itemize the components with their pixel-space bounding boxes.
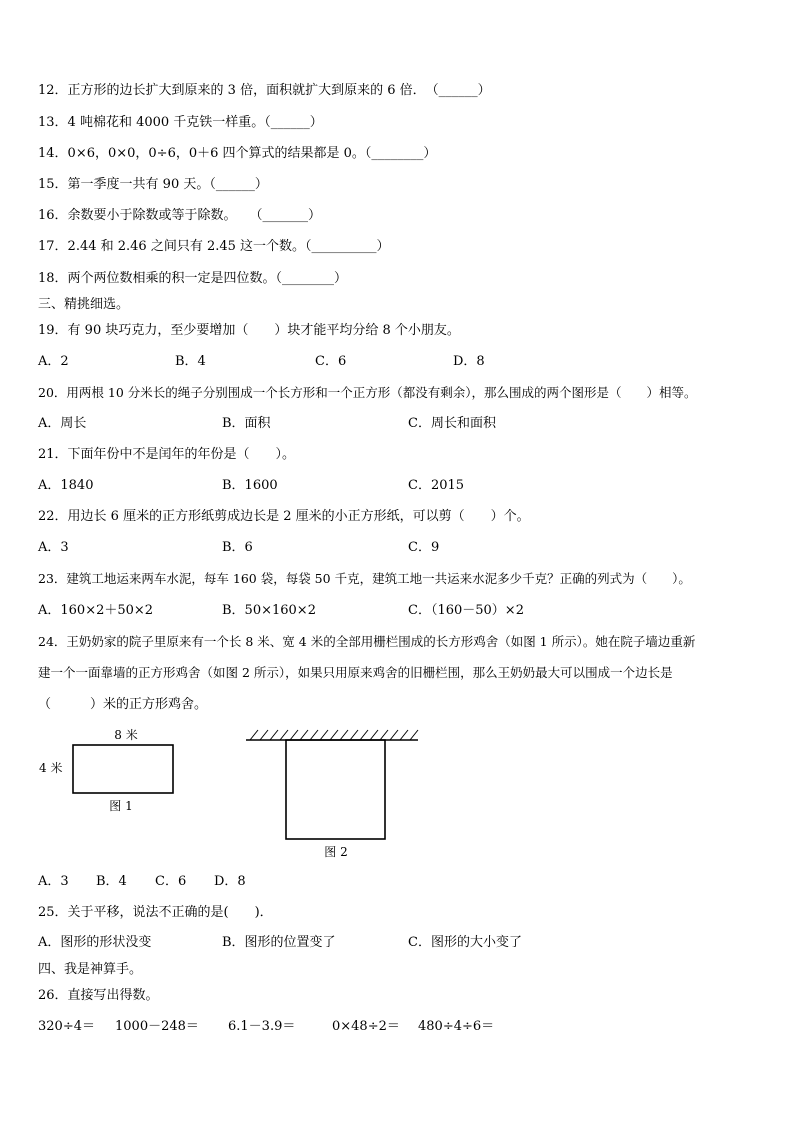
figure-2-square [286, 740, 385, 839]
q25-option-a: A．图形的形状没变 [38, 935, 152, 950]
q21-option-b: B．1600 [222, 478, 278, 493]
question-22: 22．用边长 6 厘米的正方形纸剪成边长是 2 厘米的小正方形纸，可以剪（ ）个。 [38, 509, 530, 524]
q23-option-c: C．（160－50）×2 [408, 603, 524, 618]
q19-option-b: B．4 [175, 354, 206, 369]
figure-1 [36, 726, 186, 818]
q24-option-c: C．6 [155, 874, 187, 889]
question-16: 16．余数要小于除数或等于除数。 （_______） [38, 208, 322, 223]
question-24-line-1: 24．王奶奶家的院子里原来有一个长 8 米、宽 4 米的全部用栅栏围成的长方形鸡舍（如图 1 所示）。她在院子墙边重新 [38, 634, 696, 649]
q26-item-3: 6.1－3.9＝ [228, 1019, 296, 1034]
figure-1-caption: 图 1 [109, 799, 133, 813]
q20-option-b: B．面积 [222, 416, 271, 431]
question-12: 12．正方形的边长扩大到原来的 3 倍，面积就扩大到原来的 6 倍． （______） [38, 83, 491, 98]
q26-item-1: 320÷4＝ [38, 1019, 95, 1034]
figure-1-left-label: 4 米 [39, 761, 63, 775]
q23-option-a: A．160×2＋50×2 [38, 603, 154, 618]
question-18: 18．两个两位数相乘的积一定是四位数。（________） [38, 271, 348, 286]
q24-option-a: A．3 [38, 874, 69, 889]
question-15: 15．第一季度一共有 90 天。（______） [38, 177, 268, 192]
q24-option-d: D．8 [214, 874, 246, 889]
question-26: 26．直接写出得数。 [38, 988, 159, 1003]
question-24-line-2: 建一个一面靠墙的正方形鸡舍（如图 2 所示），如果只用原来鸡舍的旧栅栏围，那么王奶奶最大可以围成一个边长是 [38, 665, 673, 680]
figure-1-rectangle [73, 745, 173, 793]
q22-option-c: C．9 [408, 540, 440, 555]
question-13: 13．4 吨棉花和 4000 千克铁一样重。（______） [38, 115, 323, 130]
figure-2-caption: 图 2 [324, 845, 348, 859]
q20-option-a: A．周长 [38, 416, 87, 431]
question-14: 14．0×6，0×0，0÷6，0＋6 四个算式的结果都是 0。（________） [38, 146, 437, 161]
figure-2-wall-hatching [250, 730, 418, 740]
question-19: 19．有 90 块巧克力，至少要增加（ ）块才能平均分给 8 个小朋友。 [38, 323, 460, 338]
question-23: 23．建筑工地运来两车水泥，每车 160 袋，每袋 50 千克，建筑工地一共运来水泥多少千克？正确的列式为（ ）。 [38, 571, 691, 586]
q19-option-a: A．2 [38, 354, 69, 369]
question-25: 25．关于平移，说法不正确的是( )． [38, 905, 273, 920]
question-24-line-3: （ ）米的正方形鸡舍。 [38, 697, 208, 712]
question-17: 17．2.44 和 2.46 之间只有 2.45 这一个数。（__________） [38, 239, 390, 254]
q19-option-d: D．8 [453, 354, 485, 369]
q26-item-2: 1000－248＝ [115, 1019, 199, 1034]
figure-2 [246, 726, 426, 862]
question-20: 20．用两根 10 分米长的绳子分别围成一个长方形和一个正方形（都没有剩余），那么围成的两个图形是（ ）相等。 [38, 385, 697, 400]
figure-1-top-label: 8 米 [114, 728, 138, 742]
q25-option-b: B．图形的位置变了 [222, 935, 336, 950]
q22-option-a: A．3 [38, 540, 69, 555]
q24-option-b: B．4 [96, 874, 127, 889]
q21-option-c: C．2015 [408, 478, 465, 493]
q22-option-b: B．6 [222, 540, 253, 555]
q23-option-b: B．50×160×2 [222, 603, 316, 618]
q26-item-5: 480÷4÷6＝ [418, 1019, 495, 1034]
q21-option-a: A．1840 [38, 478, 94, 493]
q19-option-c: C．6 [315, 354, 347, 369]
section-4-heading: 四、我是神算手。 [38, 962, 143, 977]
question-21: 21．下面年份中不是闰年的年份是（ ）。 [38, 447, 296, 462]
q20-option-c: C．周长和面积 [408, 416, 496, 431]
q25-option-c: C．图形的大小变了 [408, 935, 522, 950]
q26-item-4: 0×48÷2＝ [332, 1019, 400, 1034]
section-3-heading: 三、精挑细选。 [38, 297, 130, 312]
